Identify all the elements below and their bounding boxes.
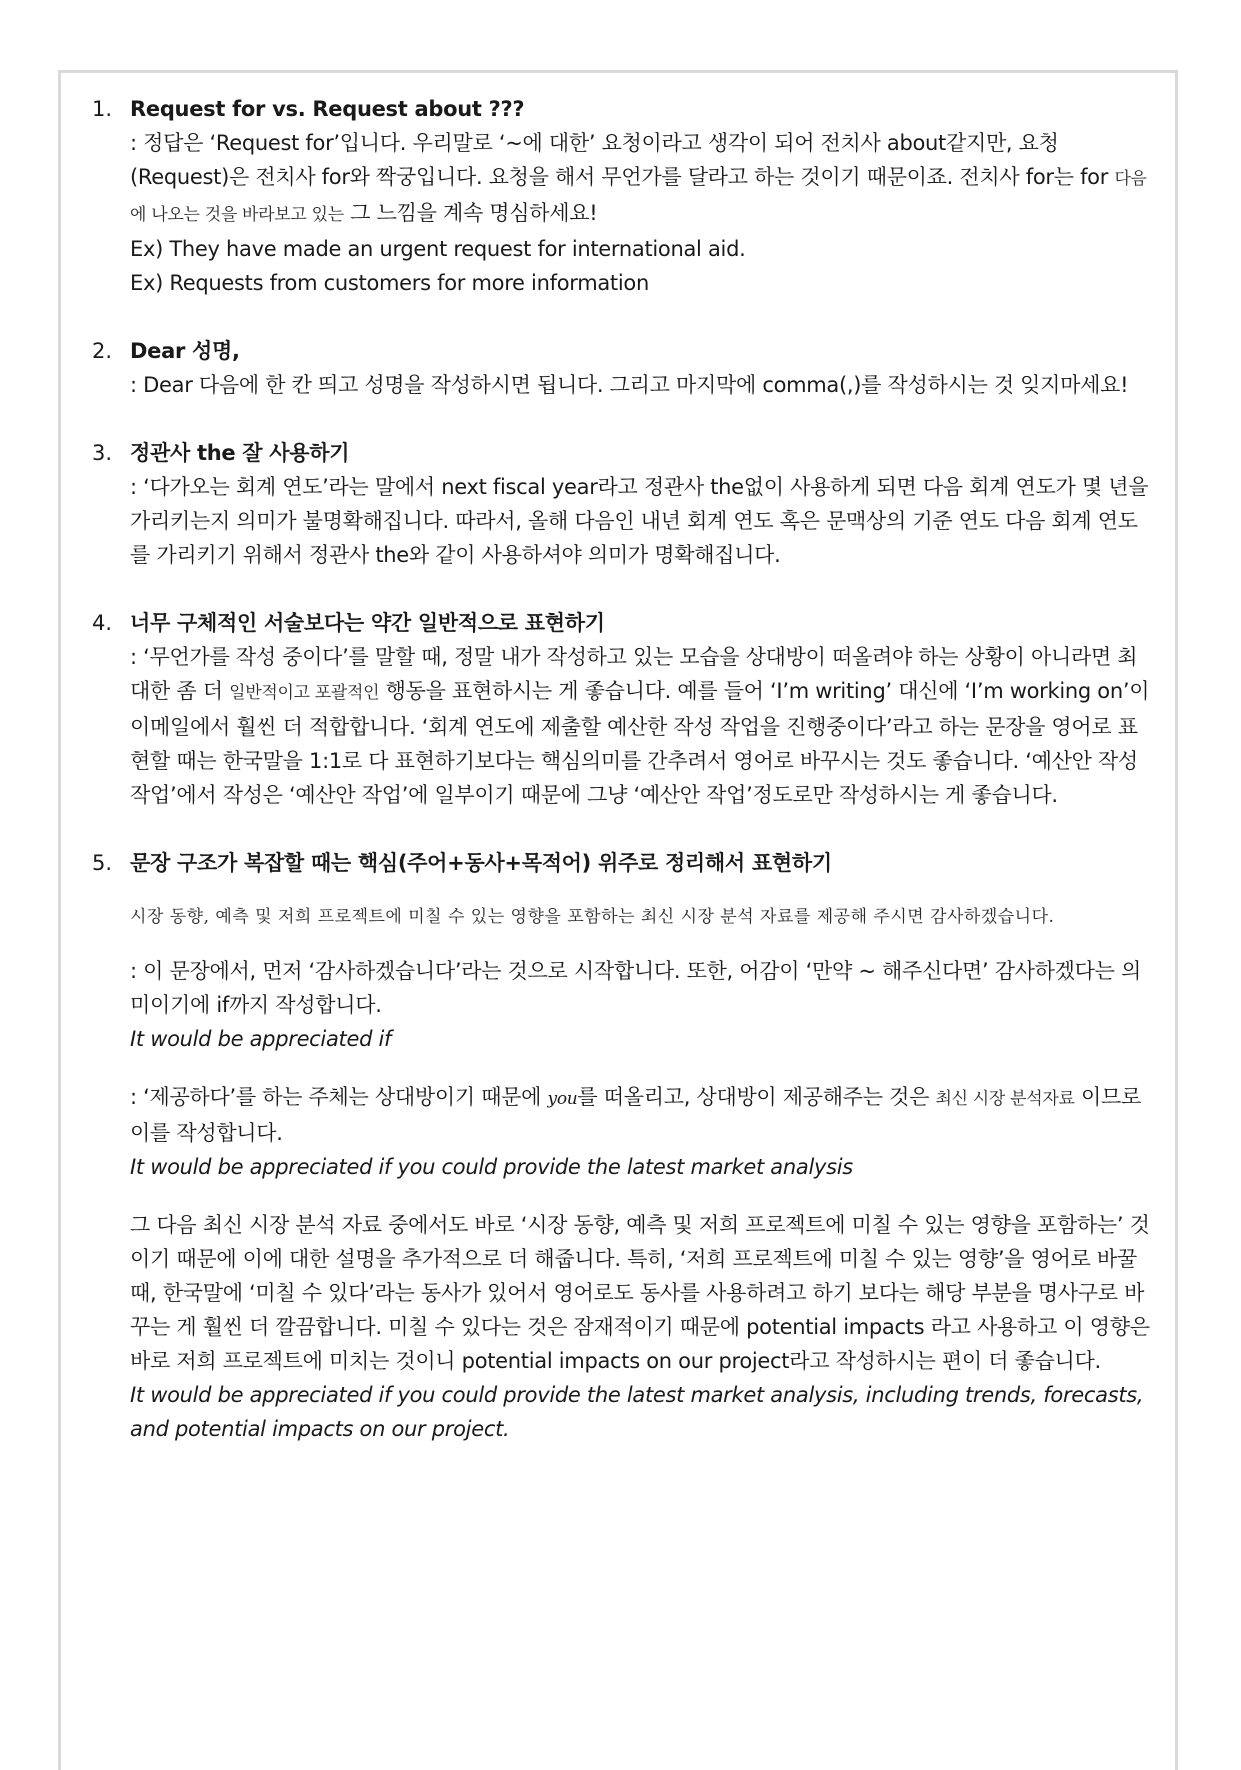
item-title: 정관사 the 잘 사용하기 [130,441,350,465]
item-number: 3. [92,441,113,465]
item-body [130,334,1152,402]
item-paragraph [130,1080,1152,1150]
sample-sentence: 시장 동향, 예측 및 저희 프로젝트에 미칠 수 있는 영향을 포함하는 최신 시장 분석 자료를 제공해 주시면 감사하겠습니다. [130,907,1055,927]
list-item-4 [92,606,1152,812]
paragraph-text: 그 느낌을 계속 명심하세요! [343,201,598,225]
item-title: 너무 구체적인 서술보다는 약간 일반적으로 표현하기 [130,611,605,635]
item-paragraph [130,126,1152,232]
paragraph-text: 이므로 이를 작성합니다. [130,1085,1141,1145]
item-number: 2. [92,339,113,363]
paragraph-text: 행동을 표현하시는 게 좋습니다. 예를 들어 ‘I’m writing’ 대신에 ‘I’m working on’이 이메일에서 훨씬 더 적합합니다. ‘회계 연도에 제출할 예산한 작성 작업을 진행중이다’라고 하는 문장을 영어로 표현할 때는 한국말을 1:1로 다 표현하기보다는 핵심의미를 간추려서 영어로 바꾸시는 것도 좋습니다. ‘예산안 작성 작업’에서 작성은 ‘예산안 작업’에 일부이기 때문에 그냥 ‘예산안 작업’정도로만 작성하시는 게 좋습니다. [130,679,1150,807]
paragraph-text: : 정답은 ‘Request for’입니다. 우리말로 ‘~에 대한’ 요청이라고 생각이 되어 전치사 about같지만, 요청(Request)은 전치사 for와 짝궁입니다. 요청을 해서 무언가를 달라고 하는 것이기 때문이죠. 전치사 for는 for [130,131,1115,189]
item-body [130,436,1152,572]
paragraph-text: : ‘무언가를 작성 중이다’를 말할 때, 정말 내가 작성하고 있는 모습을 상대방이 떠올려야 하는 상황이 아니라면 최대한 좀 더 [130,645,1138,703]
item-paragraph: : 이 문장에서, 먼저 ‘감사하겠습니다’라는 것으로 시작합니다. 또한, 어감이 ‘만약 ~ 해주신다면’ 감사하겠다는 의미이기에 if까지 작성합니다. [130,959,1141,1017]
item-title: Dear 성명, [130,339,240,363]
paragraph-emphasis: 일반적이고 포괄적인 [229,683,380,703]
list-item-2 [92,334,1152,402]
item-body [130,92,1152,300]
item-number: 4. [92,611,113,635]
item-body [130,846,1152,1446]
list-item-3 [92,436,1152,572]
spacer [130,1056,1152,1080]
list-item-5 [92,846,1152,1446]
item-paragraph [130,640,1152,812]
item-title: 문장 구조가 복잡할 때는 핵심(주어+동사+목적어) 위주로 정리해서 표현하기 [130,851,832,875]
item-title: Request for vs. Request about ??? [130,97,525,121]
paragraph-emphasis: you [547,1089,578,1109]
paragraph-text: : ‘제공하다’를 하는 주체는 상대방이기 때문에 [130,1085,548,1109]
item-paragraph: : Dear 다음에 한 칸 띄고 성명을 작성하시면 됩니다. 그리고 마지막에 comma(,)를 작성하시는 것 잊지마세요! [130,373,1129,397]
paragraph-text: 를 떠올리고, 상대방이 제공해주는 것은 [577,1085,936,1109]
item-paragraph: : ‘다가오는 회계 연도’라는 말에서 next fiscal year라고 정관사 the없이 사용하게 되면 다음 회계 연도가 몇 년을 가리키는지 의미가 불명확해집니다. 따라서, 올해 다음인 내년 회계 연도 혹은 문맥상의 기준 연도 다음 회계 연도를 가리키기 위해서 정관사 the와 같이 사용하셔야 의미가 명확해집니다. [130,475,1149,567]
document-content [92,92,1152,1480]
example-translation: It would be appreciated if you could provide the latest market analysis [130,1155,853,1179]
paragraph-emphasis: 최신 시장 분석자료 [935,1089,1075,1109]
spacer [130,1184,1152,1208]
example-sentence: Ex) Requests from customers for more information [130,271,649,295]
item-paragraph: 그 다음 최신 시장 분석 자료 중에서도 바로 ‘시장 동향, 예측 및 저희 프로젝트에 미칠 수 있는 영향을 포함하는’ 것이기 때문에 이에 대한 설명을 추가적으로 더 해줍니다. 특히, ‘저희 프로젝트에 미칠 수 있는 영향’을 영어로 바꿀 때, 한국말에 ‘미칠 수 있다’라는 동사가 있어서 영어로도 동사를 사용하려고 하기 보다는 해당 부분을 명사구로 바꾸는 게 훨씬 더 깔끔합니다. 미칠 수 있다는 것은 잠재적이기 때문에 potential impacts 라고 사용하고 이 영향은 바로 저희 프로젝트에 미치는 것이니 potential impacts on our project라고 작성하시는 편이 더 좋습니다. [130,1213,1150,1373]
example-translation: It would be appreciated if [130,1027,392,1051]
paragraph-emphasis: 다음에 나오는 것을 바라보고 있는 [130,169,1147,225]
example-sentence: Ex) They have made an urgent request for international aid. [130,237,746,261]
example-translation: It would be appreciated if you could provide the latest market analysis, including trends, forecasts, and potential impacts on our project. [130,1383,1144,1441]
item-number: 1. [92,97,113,121]
list-item-1 [92,92,1152,300]
item-body [130,606,1152,812]
item-number: 5. [92,851,113,875]
